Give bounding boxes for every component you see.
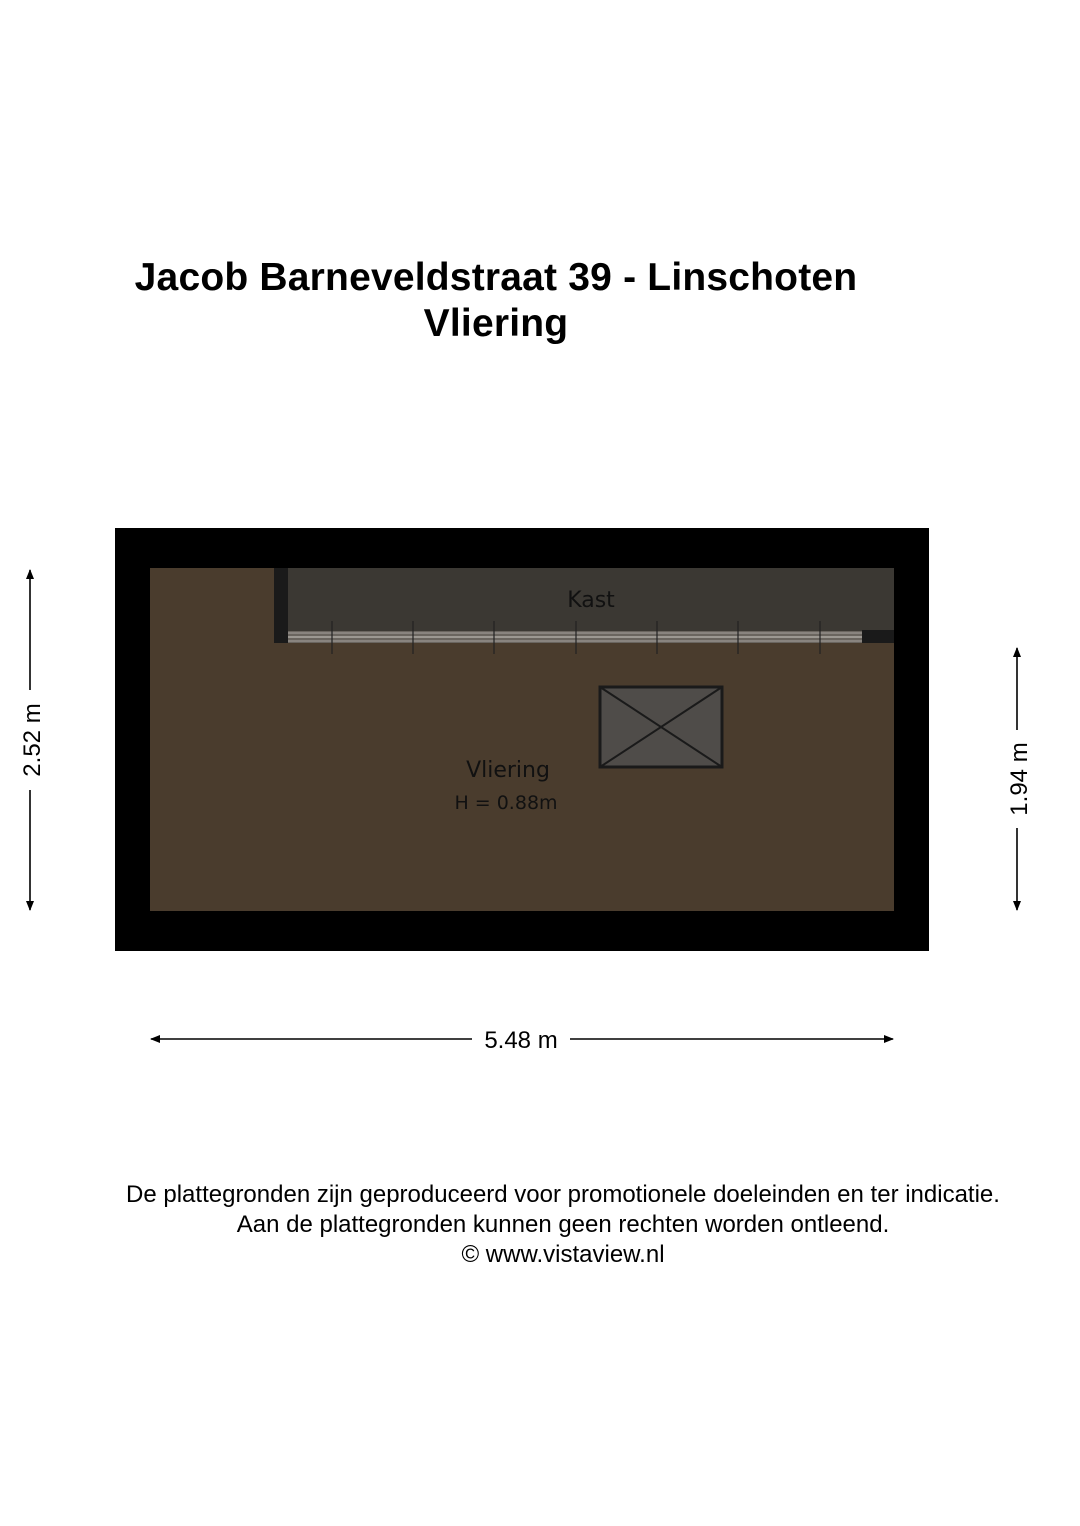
right-dimension: [1006, 648, 1033, 910]
disclaimer-line-2: Aan de plattegronden kunnen geen rechten worden ontleend.: [236, 1211, 890, 1238]
attic-hatch: [600, 687, 722, 767]
closet-label: Kast: [567, 588, 615, 613]
disclaimer-line-1: De plattegronden zijn geproduceerd voor promotionele doeleinden en ter indicatie.: [126, 1181, 1000, 1208]
attic-label: Vliering: [466, 758, 550, 783]
closet-wall-stub: [862, 630, 894, 643]
floor-name: Vliering: [423, 302, 569, 345]
copyright-line: © www.vistaview.nl: [461, 1241, 665, 1268]
width-label: 5.48 m: [484, 1027, 558, 1054]
page-title: Jacob Barneveldstraat 39 - Linschoten: [134, 256, 858, 299]
left-dimension: [19, 570, 46, 910]
bottom-dimension: [151, 1027, 893, 1054]
attic-height-label: H = 0.88m: [454, 792, 558, 814]
closet-side-wall: [274, 568, 288, 643]
depth-right-label: 1.94 m: [1006, 742, 1033, 816]
depth-left-label: 2.52 m: [19, 703, 46, 777]
